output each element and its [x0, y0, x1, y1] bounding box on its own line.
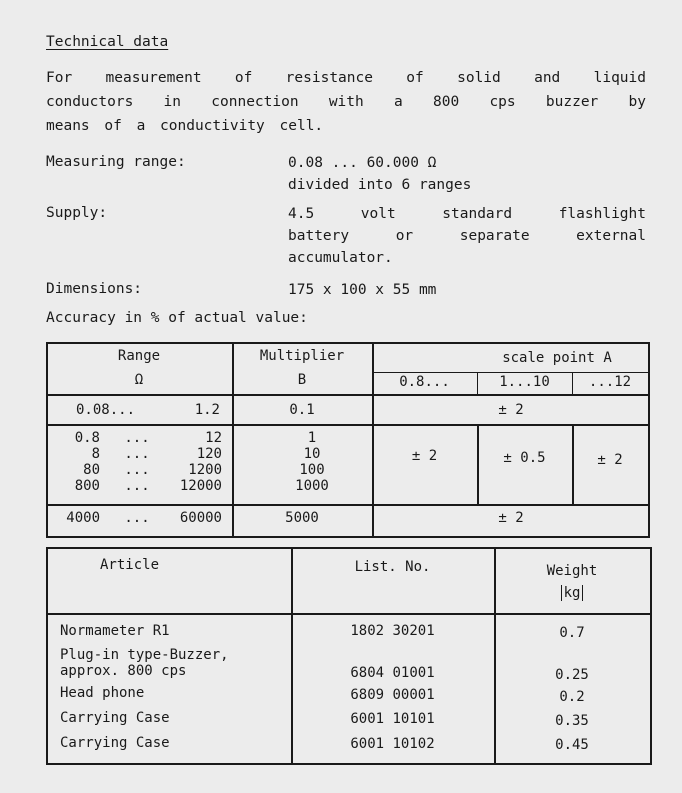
multiplier-value: 1000: [295, 478, 329, 494]
range-dots: ...: [124, 430, 150, 446]
header-weight: Weight: [546, 563, 598, 579]
row3-range-dots: ...: [124, 510, 150, 526]
row3-range-from: 4000: [66, 510, 100, 526]
table-rule: [372, 342, 374, 538]
table-row-article: Carrying Case: [60, 710, 170, 726]
row2-accuracy-1: ± 2: [411, 448, 438, 464]
intro-line: For measurement of resistance of solid and liquid: [46, 70, 646, 86]
table-row-article: [60, 647, 229, 679]
multiplier-value: 10: [303, 446, 321, 462]
intro-line: conductors in connection with a 800 cps buzzer by: [46, 94, 646, 110]
accuracy-title: Accuracy in % of actual value:: [46, 310, 308, 326]
spec-line: battery or separate external: [288, 228, 646, 244]
table-rule: [46, 547, 48, 765]
table-row-weight: 0.25: [555, 667, 589, 683]
table-rule: [477, 426, 479, 506]
table-row-article: Head phone: [60, 685, 145, 701]
table-rule: [650, 547, 652, 765]
measuring-range-label: Measuring range:: [46, 154, 186, 170]
row3-accuracy: ± 2: [498, 510, 524, 526]
spec-line: 0.08 ... 60.000 Ω: [288, 155, 437, 171]
row2-range-dots: [120, 430, 154, 494]
table-row-list-no: 6809 00001: [350, 687, 435, 703]
range-dots: ...: [124, 478, 150, 494]
table-rule: [46, 342, 650, 344]
table-rule: [46, 504, 650, 506]
weight-unit: kg: [561, 585, 584, 601]
table-row-list-no: 6804 01001: [350, 665, 435, 681]
dimensions-value: [288, 279, 646, 301]
table-row-weight: 0.7: [559, 625, 585, 641]
row2-multiplier: [272, 430, 352, 494]
article-table: [46, 547, 652, 765]
spec-line: accumulator.: [288, 250, 393, 266]
measuring-range-value: [288, 152, 528, 196]
range-dots: ...: [124, 462, 150, 478]
range-from-value: 80: [83, 462, 100, 478]
header-range: Range: [117, 348, 161, 364]
header-scale-point: scale point A: [502, 350, 612, 366]
row2-accuracy-2: ± 0.5: [503, 450, 546, 466]
spec-line: 4.5 volt standard flashlight: [288, 206, 646, 222]
supply-value: [288, 203, 646, 269]
table-row-weight: 0.2: [559, 689, 585, 705]
table-row-weight: 0.35: [555, 713, 589, 729]
header-scale-sub1: 0.8...: [399, 374, 450, 390]
table-rule: [372, 372, 650, 373]
row1-multiplier: 0.1: [289, 402, 315, 418]
table-rule: [46, 613, 652, 615]
header-scale-sub2: 1...10: [499, 374, 550, 390]
table-rule: [46, 763, 652, 765]
multiplier-value: 1: [307, 430, 317, 446]
range-from-value: 8: [91, 446, 100, 462]
range-to-value: 12000: [179, 478, 222, 494]
row1-range-to: 1.2: [194, 402, 220, 418]
header-article: Article: [100, 557, 160, 573]
table-row-list-no: 6001 10102: [350, 736, 435, 752]
header-multiplier: Multiplier: [259, 348, 345, 364]
header-scale-sub3: ...12: [588, 374, 632, 390]
section-heading: Technical data: [46, 34, 169, 50]
table-rule: [291, 547, 293, 765]
header-multiplier-unit: B: [297, 372, 307, 388]
article-line: approx. 800 cps: [60, 663, 187, 679]
row2-range-to: [166, 430, 222, 494]
spec-line: divided into 6 ranges: [288, 177, 472, 193]
accuracy-table: [46, 342, 650, 538]
dimensions-label: Dimensions:: [46, 281, 143, 297]
row1-range-from: 0.08...: [76, 402, 136, 418]
row3-multiplier: 5000: [285, 510, 319, 526]
range-dots: ...: [124, 446, 150, 462]
range-to-value: 12: [205, 430, 222, 446]
table-row-article: Normameter R1: [60, 623, 170, 639]
table-rule: [46, 536, 650, 538]
table-rule: [46, 547, 652, 549]
header-range-unit: Ω: [134, 372, 144, 388]
intro-line: means of a conductivity cell.: [46, 118, 324, 134]
row3-range-to: 60000: [179, 510, 222, 526]
row2-range-from: [60, 430, 100, 494]
header-weight-unit: [494, 585, 650, 601]
row1-accuracy: ± 2: [498, 402, 524, 418]
range-from-value: 0.8: [74, 430, 100, 446]
table-row-article: Carrying Case: [60, 735, 170, 751]
intro-paragraph: [46, 66, 646, 138]
table-rule: [494, 547, 496, 765]
table-rule: [46, 424, 650, 426]
table-row-list-no: 1802 30201: [350, 623, 435, 639]
header-list-no: List. No.: [354, 559, 431, 575]
table-row-list-no: 6001 10101: [350, 711, 435, 727]
supply-label: Supply:: [46, 205, 108, 221]
range-to-value: 1200: [188, 462, 222, 478]
table-rule: [46, 394, 650, 396]
row2-accuracy-3: ± 2: [597, 452, 623, 468]
article-line: Plug-in type-Buzzer,: [60, 647, 229, 663]
range-to-value: 120: [196, 446, 222, 462]
multiplier-value: 100: [299, 462, 325, 478]
table-row-weight: 0.45: [555, 737, 589, 753]
table-rule: [648, 342, 650, 538]
range-from-value: 800: [74, 478, 100, 494]
spec-line: 175 x 100 x 55 mm: [288, 282, 437, 298]
